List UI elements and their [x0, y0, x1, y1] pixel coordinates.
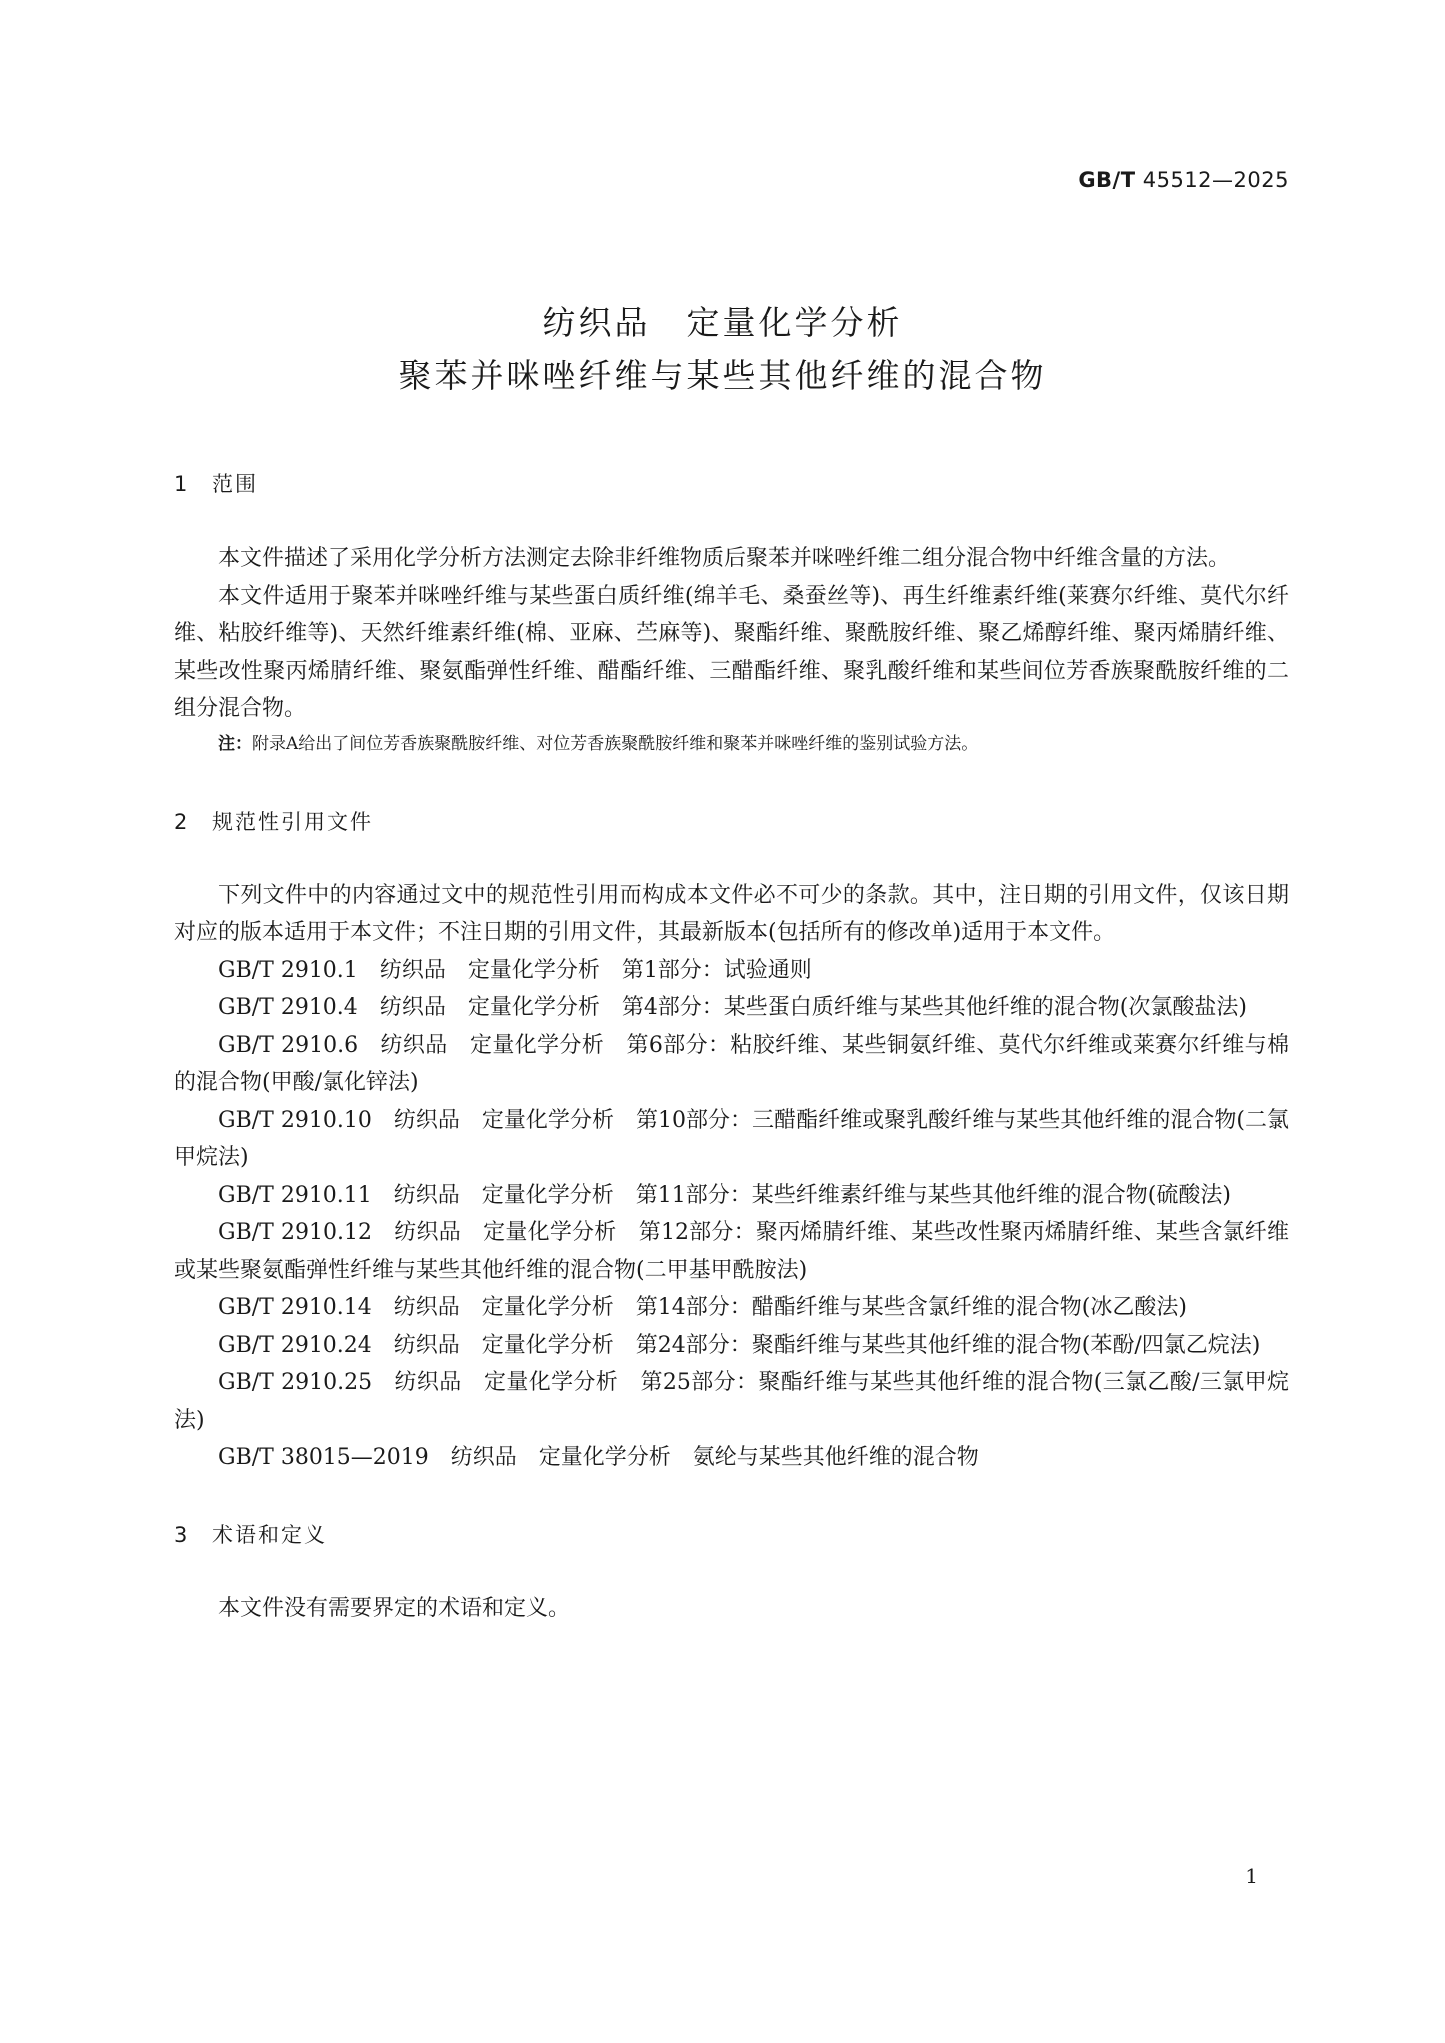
- section-heading-terms-definitions: [174, 1517, 1289, 1554]
- standard-prefix: GB/T: [1078, 168, 1136, 192]
- reference-title: 纺织品 定量化学分析 第24部分：聚酯纤维与某些其他纤维的混合物(苯酚/四氯乙烷法): [393, 1332, 1261, 1358]
- reference-code: GB/T 2910.12: [218, 1220, 373, 1245]
- reference-code: GB/T 2910.14: [218, 1295, 372, 1320]
- document-title-line2: 聚苯并咪唑纤维与某些其他纤维的混合物: [398, 356, 1047, 395]
- reference-item: [174, 952, 1289, 990]
- reference-title: 纺织品 定量化学分析 第1部分：试验通则: [379, 957, 812, 983]
- reference-title: 纺织品 定量化学分析 第12部分：聚丙烯腈纤维、某些改性聚丙烯腈纤维、某些含氯纤维或某些聚氨酯弹性纤维与某些其他纤维的混合物(二甲基甲酰胺法): [174, 1220, 1290, 1283]
- reference-item: [174, 1214, 1289, 1289]
- terms-paragraph: 本文件没有需要界定的术语和定义。: [218, 1595, 571, 1621]
- reference-item: [174, 1177, 1289, 1215]
- reference-title: 纺织品 定量化学分析 第25部分：聚酯纤维与某些其他纤维的混合物(三氯乙酸/三氯甲烷法): [174, 1370, 1290, 1433]
- reference-title: 纺织品 定量化学分析 第11部分：某些纤维素纤维与某些其他纤维的混合物(硫酸法): [393, 1182, 1231, 1208]
- section-heading-scope: [174, 466, 1289, 503]
- reference-code: GB/T 2910.25: [218, 1370, 373, 1395]
- reference-code: GB/T 2910.24: [218, 1332, 372, 1358]
- reference-code: GB/T 2910.4: [218, 995, 358, 1020]
- document-title-line1: 纺织品 定量化学分析: [542, 303, 903, 342]
- standard-number: [1078, 168, 1289, 192]
- reference-code: GB/T 2910.6: [218, 1032, 359, 1058]
- reference-item: [174, 1364, 1289, 1439]
- section-title: 规范性引用文件: [212, 809, 373, 834]
- reference-title: 纺织品 定量化学分析 第4部分：某些蛋白质纤维与某些其他纤维的混合物(次氯酸盐法): [379, 995, 1247, 1020]
- reference-item: [174, 1289, 1289, 1327]
- section-number: 1: [174, 472, 190, 496]
- section-number: 2: [174, 809, 190, 834]
- scope-paragraph-2: 本文件适用于聚苯并咪唑纤维与某些蛋白质纤维(绵羊毛、桑蚕丝等)、再生纤维素纤维(莱赛尔纤维、莫代尔纤维、粘胶纤维等)、天然纤维素纤维(棉、亚麻、苎麻等)、聚酯纤维、聚酰胺纤维、聚乙烯醇纤维、聚丙烯腈纤维、某些改性聚丙烯腈纤维、聚氨酯弹性纤维、醋酯纤维、三醋酯纤维、聚乳酸纤维和某些间位芳香族聚酰胺纤维的二组分混合物。: [174, 583, 1289, 721]
- reference-title: 纺织品 定量化学分析 氨纶与某些其他纤维的混合物: [450, 1445, 979, 1470]
- reference-item: [174, 1102, 1289, 1177]
- section-heading-normative-references: [174, 804, 1289, 841]
- reference-item: [174, 1027, 1289, 1102]
- reference-title: 纺织品 定量化学分析 第6部分：粘胶纤维、某些铜氨纤维、莫代尔纤维或莱赛尔纤维与棉的混合物(甲酸/氯化锌法): [174, 1032, 1289, 1095]
- reference-code: GB/T 2910.10: [218, 1107, 372, 1133]
- section-title: 术语和定义: [212, 1522, 327, 1547]
- reference-item: [174, 1439, 1289, 1477]
- standard-code: 45512—2025: [1135, 168, 1289, 192]
- reference-code: GB/T 2910.1: [218, 957, 358, 983]
- reference-code: GB/T 38015—2019: [218, 1445, 429, 1470]
- reference-title: 纺织品 定量化学分析 第14部分：醋酯纤维与某些含氯纤维的混合物(冰乙酸法): [393, 1295, 1187, 1320]
- reference-code: GB/T 2910.11: [218, 1182, 372, 1208]
- page-number: 1: [1245, 1864, 1258, 1888]
- scope-paragraph-1: 本文件描述了采用化学分析方法测定去除非纤维物质后聚苯并咪唑纤维二组分混合物中纤维含量的方法。: [218, 546, 1231, 571]
- note-text: 附录A给出了间位芳香族聚酰胺纤维、对位芳香族聚酰胺纤维和聚苯并咪唑纤维的鉴别试验方法。: [252, 733, 979, 754]
- section-title: 范围: [212, 472, 258, 496]
- reference-title: 纺织品 定量化学分析 第10部分：三醋酯纤维或聚乳酸纤维与某些其他纤维的混合物(二氯甲烷法): [174, 1107, 1289, 1170]
- reference-item: [174, 989, 1289, 1027]
- document-body: [174, 466, 1289, 1627]
- reference-item: [174, 1327, 1289, 1365]
- note-label: 注：: [218, 733, 252, 754]
- scope-note: [174, 728, 1289, 760]
- section-number: 3: [174, 1522, 190, 1547]
- references-intro: 下列文件中的内容通过文中的规范性引用而构成本文件必不可少的条款。其中，注日期的引用文件，仅该日期对应的版本适用于本文件；不注日期的引用文件，其最新版本(包括所有的修改单)适用于本文件。: [174, 882, 1289, 945]
